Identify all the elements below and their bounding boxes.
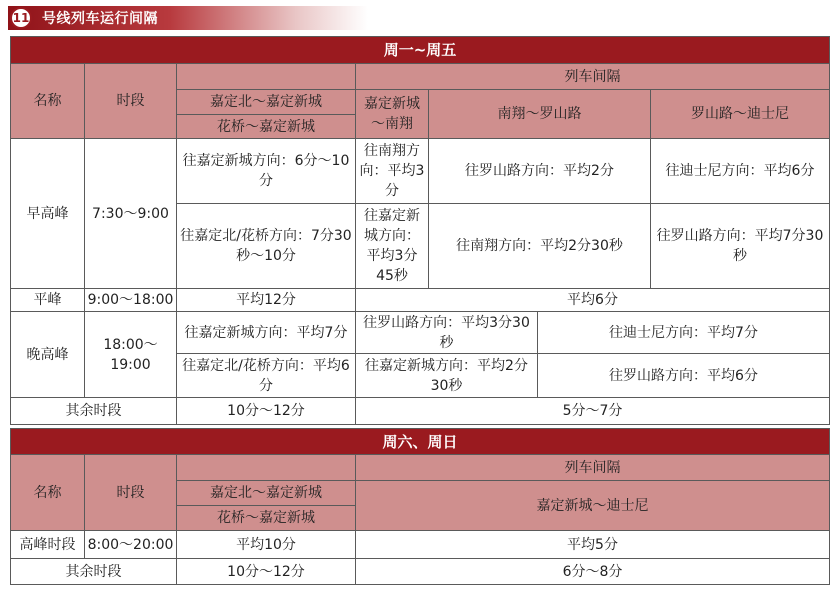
header-seg-jiading-disney: 嘉定新城～迪士尼 xyxy=(356,481,830,531)
table-cell: 往嘉定新城方向：平均7分 xyxy=(177,312,356,354)
table-cell: 10分～12分 xyxy=(177,559,356,585)
table-cell: 往南翔方向：平均3分 xyxy=(356,139,429,204)
table-row xyxy=(11,312,830,354)
row-name: 晚高峰 xyxy=(11,312,85,398)
header-name: 名称 xyxy=(11,455,85,531)
weekday-header-row xyxy=(11,64,830,90)
table-cell: 往嘉定新城方向：6分～10分 xyxy=(177,139,356,204)
row-time: 18:00～19:00 xyxy=(85,312,177,398)
weekday-interval-table xyxy=(10,36,830,425)
table-cell: 10分～12分 xyxy=(177,398,356,425)
table-cell: 往迪士尼方向：平均7分 xyxy=(538,312,830,354)
table-row xyxy=(11,139,830,204)
table-cell: 平均6分 xyxy=(356,289,830,312)
header-name: 名称 xyxy=(11,64,85,139)
table-cell: 往嘉定新城方向：平均2分30秒 xyxy=(356,354,538,398)
header-seg-nanxiang-luoshan: 南翔～罗山路 xyxy=(429,90,651,139)
table-cell: 平均10分 xyxy=(177,531,356,559)
header-seg-huaqiao: 花桥～嘉定新城 xyxy=(177,506,356,531)
header-interval: 列车间隔 xyxy=(356,64,830,90)
row-time: 7:30～9:00 xyxy=(85,139,177,289)
page-title: 号线列车运行间隔 xyxy=(42,11,158,27)
table-cell: 平均5分 xyxy=(356,531,830,559)
table-cell: 往嘉定北/花桥方向：平均6分 xyxy=(177,354,356,398)
table-row xyxy=(11,289,830,312)
header-seg-jiadingbei: 嘉定北～嘉定新城 xyxy=(177,90,356,115)
row-time: 8:00～20:00 xyxy=(85,531,177,559)
line-number-badge: 11 xyxy=(10,7,32,29)
weekend-header-row xyxy=(11,455,830,481)
header-empty xyxy=(177,64,356,90)
header-seg-huaqiao: 花桥～嘉定新城 xyxy=(177,115,356,139)
header-seg-jiading-nanxiang: 嘉定新城～南翔 xyxy=(356,90,429,139)
weekend-section-row xyxy=(11,429,830,455)
row-name: 其余时段 xyxy=(11,559,177,585)
table-cell: 往嘉定新城方向：平均3分45秒 xyxy=(356,204,429,289)
weekday-section-title: 周一~周五 xyxy=(11,37,830,64)
header-period: 时段 xyxy=(85,64,177,139)
header-seg-luoshan-disney: 罗山路～迪士尼 xyxy=(651,90,830,139)
row-time: 9:00～18:00 xyxy=(85,289,177,312)
table-cell: 往罗山路方向：平均6分 xyxy=(538,354,830,398)
row-name: 平峰 xyxy=(11,289,85,312)
row-name: 其余时段 xyxy=(11,398,177,425)
row-name: 早高峰 xyxy=(11,139,85,289)
table-cell: 往罗山路方向：平均2分 xyxy=(429,139,651,204)
table-cell: 往迪士尼方向：平均6分 xyxy=(651,139,830,204)
table-cell: 平均12分 xyxy=(177,289,356,312)
header-empty xyxy=(177,455,356,481)
table-cell: 往罗山路方向：平均3分30秒 xyxy=(356,312,538,354)
table-cell: 往罗山路方向：平均7分30秒 xyxy=(651,204,830,289)
table-row xyxy=(11,531,830,559)
weekend-interval-table xyxy=(10,428,830,585)
header-seg-jiadingbei: 嘉定北～嘉定新城 xyxy=(177,481,356,506)
table-cell: 往嘉定北/花桥方向：7分30秒～10分 xyxy=(177,204,356,289)
title-bar xyxy=(8,6,368,30)
table-cell: 往南翔方向：平均2分30秒 xyxy=(429,204,651,289)
row-name: 高峰时段 xyxy=(11,531,85,559)
weekday-section-row xyxy=(11,37,830,64)
header-period: 时段 xyxy=(85,455,177,531)
header-interval: 列车间隔 xyxy=(356,455,830,481)
table-cell: 5分～7分 xyxy=(356,398,830,425)
table-row xyxy=(11,559,830,585)
table-row xyxy=(11,398,830,425)
weekend-section-title: 周六、周日 xyxy=(11,429,830,455)
table-cell: 6分～8分 xyxy=(356,559,830,585)
